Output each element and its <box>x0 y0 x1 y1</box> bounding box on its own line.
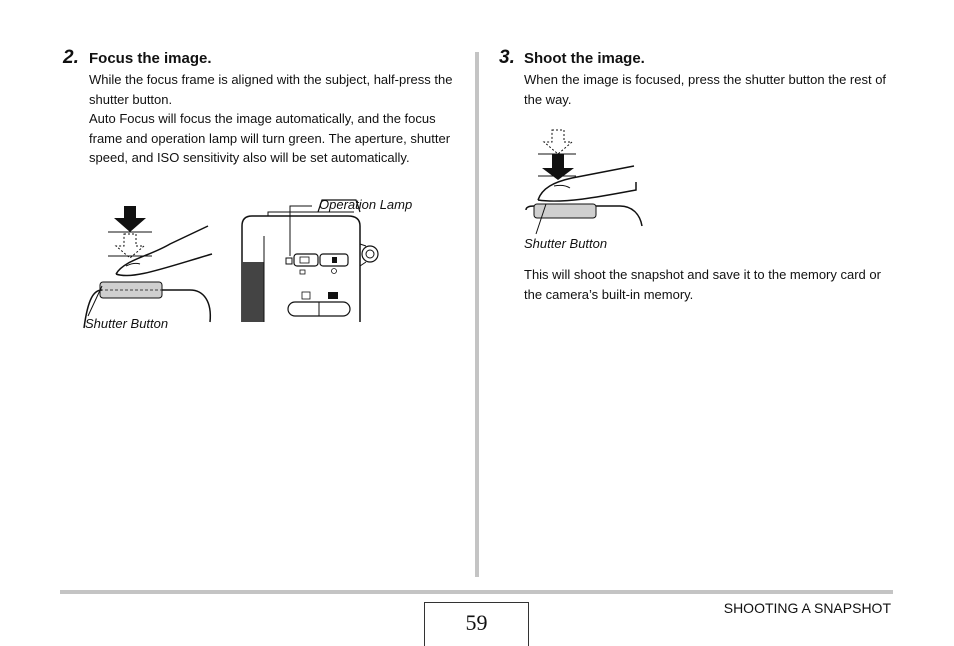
operation-lamp-caption: Operation Lamp <box>319 197 413 212</box>
step-2-shutter-caption: Shutter Button <box>85 316 169 331</box>
half-press-illustration <box>80 198 220 328</box>
step-3-paragraph-2: This will shoot the snapshot and save it to the memory card or the camera’s built-in memory. <box>524 267 881 302</box>
step-2-paragraph-1: While the focus frame is aligned with the subject, half-press the shutter button. <box>89 72 453 107</box>
page-number: 59 <box>424 602 529 646</box>
step-3-number: 3. <box>499 47 515 68</box>
full-press-illustration <box>524 126 644 226</box>
step-2-paragraph-2: Auto Focus will focus the image automatically, and the focus frame and operation lamp will turn green. The aperture, shutter speed, and ISO sensitivity also will be set automatically. <box>89 111 451 165</box>
step-3-paragraph-1: When the image is focused, press the shutter button the rest of the way. <box>524 72 887 107</box>
column-divider <box>475 52 479 577</box>
step-3-shutter-caption: Shutter Button <box>524 236 608 251</box>
step-3-title: Shoot the image. <box>524 50 645 67</box>
step-2-title: Focus the image. <box>89 50 212 67</box>
step-2-number: 2. <box>63 47 79 68</box>
section-title: SHOOTING A SNAPSHOT <box>723 600 891 616</box>
footer-divider <box>60 590 893 594</box>
camera-back-illustration <box>238 196 388 324</box>
